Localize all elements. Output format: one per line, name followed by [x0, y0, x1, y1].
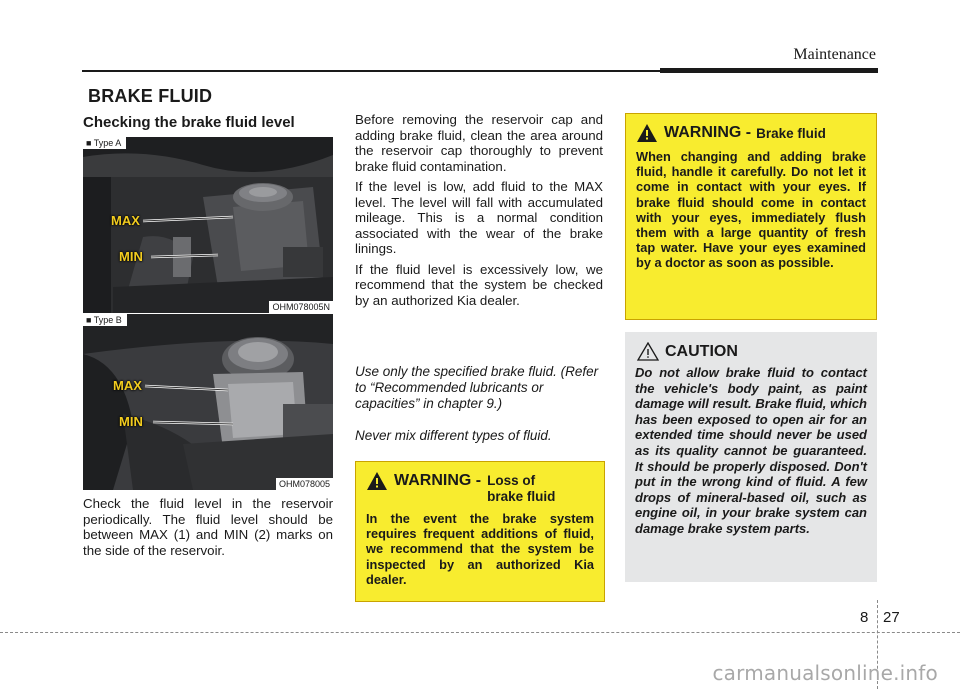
figure-b-callouts [83, 314, 333, 490]
warning-body: In the event the brake system requires frequent additions of fluid, we recommend that the system be inspected by an authorized Kia dealer. [366, 511, 594, 587]
caution-title: CAUTION [665, 342, 738, 360]
figure-a-code: OHM078005N [269, 301, 333, 313]
site-watermark: carmanualsonline.info [712, 661, 938, 685]
max-mark-label-a: MAX [111, 213, 140, 228]
square-bullet-icon: ■ [86, 138, 92, 148]
section-title: BRAKE FLUID [88, 86, 213, 106]
warning-loss-of-brake-fluid [355, 461, 605, 602]
warning-topic: Brake fluid [756, 126, 826, 141]
min-mark-label-b: MIN [119, 414, 143, 429]
min-mark-label-a: MIN [119, 249, 143, 264]
caution-body: Do not allow brake fluid to contact the vehicle's body paint, as paint damage will result. Brake fluid, which has been exposed to open air for an extended time should never be used as its quality cannot be guaranteed. It should be properly disposed. Don't put in the wrong kind of fluid. A few drops of mineral-based oil, such as engine oil, in your brake system can damage brake system parts. [635, 365, 867, 536]
caution-header [637, 342, 867, 361]
figure-type-a [83, 137, 333, 313]
figure-b-code: OHM078005 [276, 478, 333, 490]
mix-fluid-note: Never mix different types of fluid. [355, 428, 552, 443]
caution-triangle-icon [637, 342, 659, 361]
footer-rule [0, 632, 960, 633]
chapter-number: 8 [860, 609, 869, 626]
caution-box [625, 332, 877, 582]
max-mark-label-b: MAX [113, 378, 142, 393]
warning-header [636, 124, 866, 143]
warning-triangle-icon [366, 471, 388, 491]
fluid-level-instructions: Check the fluid level in the reservoir periodically. The fluid level should be between MAX (1) and MIN (2) marks on the side of the reservoir. [83, 496, 333, 558]
paragraph-excessively-low: If the fluid level is excessively low, we recommend that the system be checked by an authorized Kia dealer. [355, 261, 603, 308]
header-rule-accent [660, 68, 878, 73]
warning-triangle-icon [636, 123, 658, 143]
type-a-label: ■ Type A [83, 137, 126, 149]
paragraph-clean-cap: Before removing the reservoir cap and adding brake fluid, clean the area around the reservoir cap thoroughly to prevent brake fluid contamination. [355, 112, 603, 174]
figure-type-b [83, 314, 333, 490]
warning-word: WARNING - [664, 124, 752, 141]
subsection-title: Checking the brake fluid level [83, 114, 295, 131]
warning-topic: Loss of brake fluid [487, 473, 556, 504]
chapter-title: Maintenance [793, 46, 876, 63]
warning-body: When changing and adding brake fluid, handle it carefully. Do not let it come in contact with your eyes. If brake fluid should come in contact with your eyes, immediately flush them with a large quantity of fresh tap water. Have your eyes examined by a doctor as soon as possible. [636, 149, 866, 271]
warning-word: WARNING - [394, 472, 482, 489]
warning-header [366, 472, 594, 505]
page-number: 27 [883, 609, 900, 626]
middle-column-text [355, 112, 603, 313]
paragraph-low-level: If the level is low, add fluid to the MAX level. The level will fall with accumulated mileage. This is a normal condition associated with the wear of the brake linings. [355, 179, 603, 256]
type-b-label: ■ Type B [83, 314, 127, 326]
square-bullet-icon: ■ [86, 315, 92, 325]
specified-fluid-note: Use only the specified brake fluid. (Refer to “Recommended lubricants or capacities” in chapter 9.) [355, 364, 599, 411]
warning-brake-fluid [625, 113, 877, 320]
